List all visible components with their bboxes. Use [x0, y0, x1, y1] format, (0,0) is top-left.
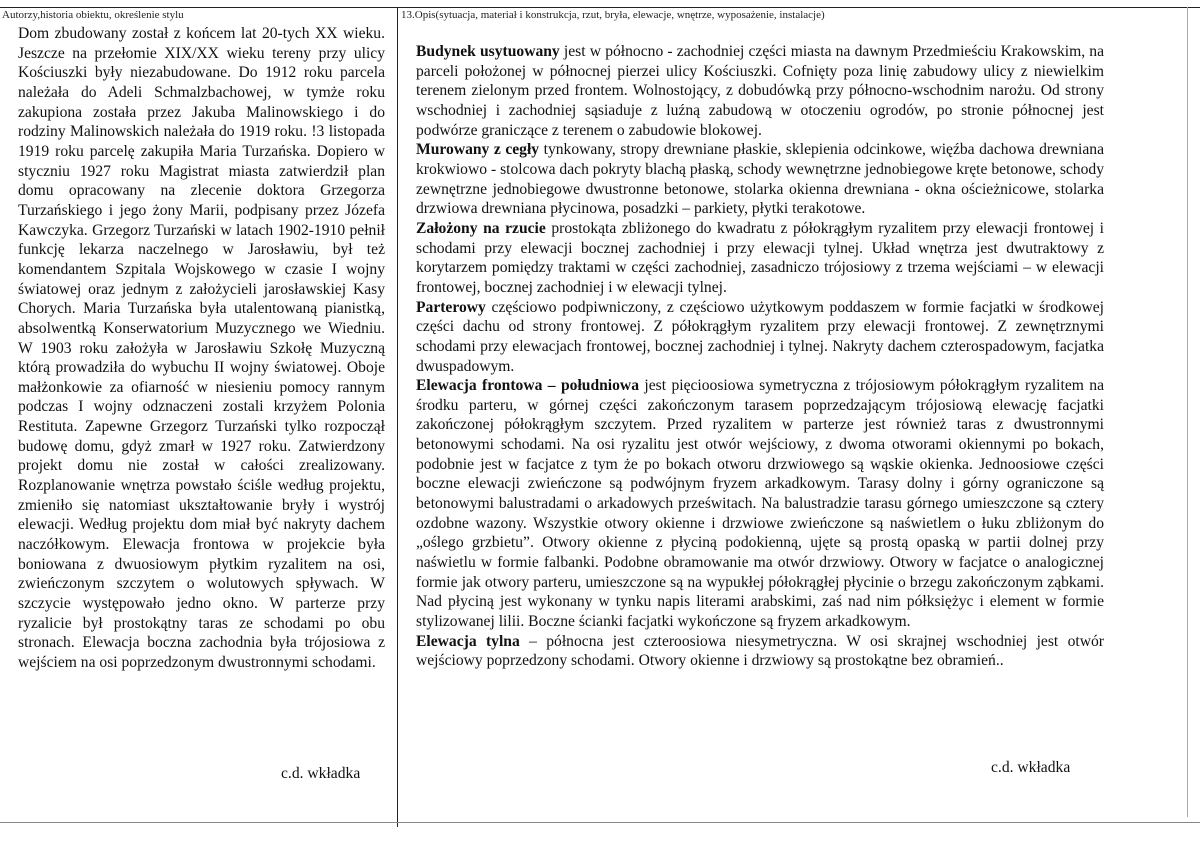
paragraph-lead: Budynek usytuowany	[416, 43, 560, 60]
left-continued-note: c.d. wkładka	[281, 765, 361, 782]
paragraph-lead: Założony na rzucie	[416, 219, 546, 237]
history-text: Dom zbudowany został z końcem lat 20-tych XX wieku. Jeszcze na przełomie XIX/XX wieku tereny przy ulicy Kościuszki były niezabudowane. Do 1912 roku parcela należała do Adeli Schmalzbachowej, w tymże roku zakupiona została przez Jakuba Malinowskiego i do rodziny Malinowskich należała do 1919 roku. !3 listopada 1919 roku parcelę zakupiła Maria Turzańska. Dopiero w styczniu 1927 roku Magistrat miasta zatwierdził plan domu opracowany na zlecenie doktora Grzegorza Turzańskiego i jego żony Marii, podpisany przez Józefa Kawczyka. Grzegorz Turzański w latach 1902-1910 pełnił funkcję lekarza naczelnego w Jarosławiu, był też komendantem Szpitala Wojskowego w czasie I wojny światowej oraz jednym z założycieli jarosławskiej Kasy Chorych. Maria Turzańska była utalentowaną pianistką, absolwentką Konserwatorium Muzycznego we Wiedniu. W 1903 roku założyła w Jarosławiu Szkołę Muzyczną którą prowadziła do wybuchu II wojny światowej. Oboje małżonkowie za ofiarność w niesieniu pomocy rannym podczas I wojny odznaczeni zostali krzyżem Polonia Restituta. Zapewne Grzegorz Turzański tylko rozpoczął budowę domu, gdyż zmarł w 1927 roku. Zatwierdzony projekt domu nie został w całości zrealizowany. Rozplanowanie wnętrza powstało ściśle według projektu, zmieniło się natomiast ukształtowanie bryły i wystrój elewacji. Według projektu dom miał być nakryty dachem naczółkowym. Elewacja frontowa w projekcie była boniowana z dwuosiowym płytkim ryzalitem na osi, zwieńczonym szczytem o wolutowych spływach. W szczycie występowało jedno okno. W parterze przy ryzalicie był prostokątny taras ze schodami po obu stronach. Elewacja boczna zachodnia była trójosiowa z wejściem na osi poprzedzonym dwustronnymi schodami.	[18, 25, 385, 671]
paragraph-lead: Parterowy	[416, 298, 486, 316]
paragraph-text: – północna jest czteroosiowa niesymetryczna. W osi skrajnej wschodniej jest otwór wejściowy poprzedzony schodami. Otwory okienne i drzwiowy są prostokątne bez obramień..	[416, 632, 1104, 670]
description-paragraph	[416, 376, 1104, 632]
paragraph-text: częściowo podpiwniczony, z częściowo użytkowym poddaszem w formie facjatki w środkowej części dachu od strony frontowej. Z półokrągłym ryzalitem przy elewacji frontowej. Z zewnętrznymi schodami przy elewacjach frontowej, bocznej zachodniej i tylnej. Nakryty dachem czterospadowym, facjatka dwuspadowym.	[416, 298, 1104, 375]
description-paragraph	[416, 298, 1104, 377]
right-border	[1187, 7, 1188, 817]
column-divider	[397, 7, 398, 827]
paragraph-text: jest pięcioosiowa symetryczna z trójosiowym półokrągłym ryzalitem na środku parteru, w górnej części zakończonym tarasem poprzedzającym trójosiową elewację facjatki zakończonej półokrągłym szczytem. Przed ryzalitem w parterze jest również taras z dwustronnymi betonowymi schodami. Na osi ryzalitu jest otwór wejściowy, z dwoma otworami okiennymi po bokach, podobnie jest w facjatce z tym że po bokach otworu drzwiowego są wąskie okienka. Jednoosiowe części boczne elewacji zwieńczone są podwójnym fryzem arkadkowym. Tarasy dolny i górny ograniczone są betonowymi balustradami o arkadowych prześwitach. Na balustradzie tarasu górnego umieszczone są cztery ozdobne wazony. Wszystkie otwory okienne i drzwiowe zwieńczone są naświetlem o łuku zbliżonym do „oślego grzbietu”. Otwory okienne z płyciną podokienną, ujęte są prostą opaską w partii dolnej przy naświetlu w formie falbanki. Podobne obramowanie ma otwór drzwiowy. Otwory w facjatce o analogicznej formie jak otwory parteru, umieszczone są na wypukłej półokrągłej płycinie o brzegu zakończonym ząbkami. Nad płyciną jest wykonany w tynku napis literami arabskimi, zaś nad nim półksiężyc i element w formie stylizowanej lilii. Boczne ścianki facjatki wykończone są fryzem arkadkowym.	[416, 377, 1104, 631]
top-border	[0, 7, 1200, 8]
left-column-header: Autorzy,historia obiektu, określenie stylu	[2, 9, 184, 21]
description-paragraph	[416, 219, 1104, 298]
description-paragraph	[416, 140, 1104, 219]
paragraph-lead: Elewacja frontowa – południowa	[416, 377, 639, 395]
right-column-header: 13.Opis(sytuacja, materiał i konstrukcja, rzut, bryła, elewacje, wnętrze, wyposażenie, instalacje)	[401, 9, 825, 21]
paragraph-text: tynkowany, stropy drewniane płaskie, sklepienia odcinkowe, więźba dachowa drewniana krokwiowo - stolcowa dach pokryty blachą płaską, schody wewnętrzne jednobiegowe kręte betonowe, schody zewnętrzne jednobiegowe dwustronne betonowe, stolarka okienna drewniana - okna ościeżnicowe, stolarka drzwiowa drewniana płycinowa, posadzki – parkiety, płytki terakotowe.	[416, 141, 1105, 218]
right-continued-note: c.d. wkładka	[991, 759, 1071, 776]
description-paragraph	[416, 632, 1104, 671]
description-column	[416, 42, 1104, 671]
bottom-border	[0, 822, 1200, 823]
paragraph-lead: Elewacja tylna	[416, 632, 520, 650]
paragraph-text: jest w północno - zachodniej części miasta na dawnym Przedmieściu Krakowskim, na parceli położonej w północnej pierzei ulicy Kościuszki. Cofnięty poza linię zabudowy ulicy z niewielkim terenem zielonym przed frontem. Wolnostojący, z dobudówką przy północno-wschodnim narożu. Od strony wschodniej i zachodniej sąsiaduje z luźną zabudową w otoczeniu ogrodów, po stronie północnej jest podwórze graniczące z terenem o zabudowie blokowej.	[416, 43, 1105, 139]
history-column	[18, 24, 385, 673]
paragraph-text: prostokąta zbliżonego do kwadratu z półokrągłym ryzalitem przy elewacji frontowej i schodami przy elewacji bocznej zachodniej i przy elewacji tylnej. Układ wnętrza jest dwutraktowy z korytarzem pomiędzy traktami w części zachodniej, zasadniczo trójosiowy z trzema wejściami – w elewacji frontowej, bocznej zachodniej i w elewacji tylnej.	[416, 219, 1104, 296]
paragraph-lead: Murowany z cegły	[416, 141, 540, 159]
description-paragraph	[416, 42, 1104, 140]
